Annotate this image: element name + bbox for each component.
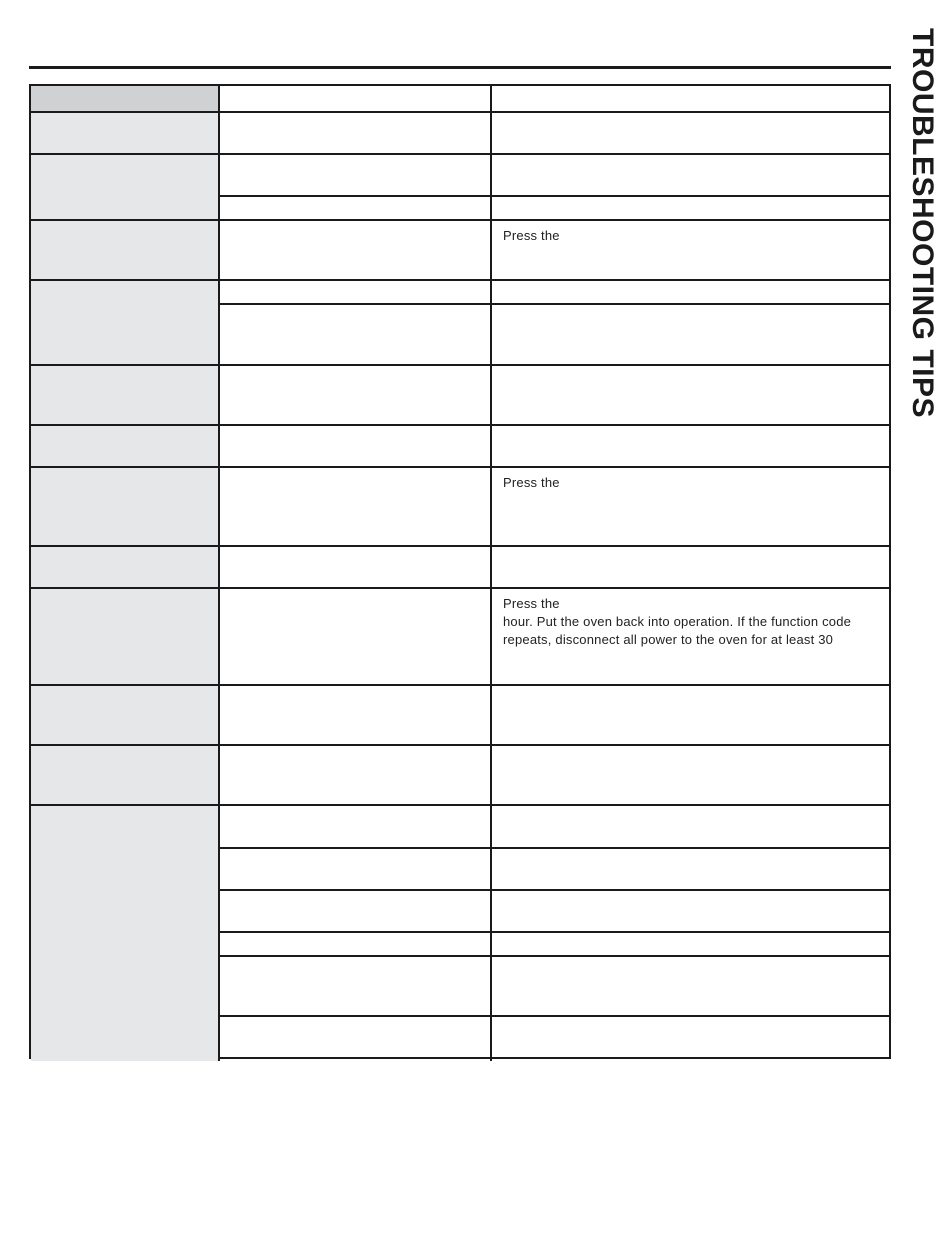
cause-cell [220,281,492,305]
problem-cell [31,281,220,366]
correction-cell [492,891,891,933]
cause-cell [220,86,492,113]
top-rule [29,66,891,69]
problem-cell [31,221,220,281]
cause-cell [220,155,492,197]
correction-cell [492,305,891,366]
cause-cell [220,547,492,589]
problem-cell [31,426,220,468]
correction-cell [492,686,891,746]
cause-cell [220,686,492,746]
correction-cell [492,933,891,957]
problem-cell [31,113,220,155]
correction-cell [492,113,891,155]
problem-cell [31,155,220,221]
cause-cell [220,468,492,547]
cause-cell [220,366,492,426]
correction-cell [492,197,891,221]
correction-cell [492,281,891,305]
cause-cell [220,589,492,686]
correction-text: Press the [503,475,560,490]
correction-text: Press the hour. Put the oven back into operation. If the function code repeats, disconnect all power to the oven for at least 30 [503,596,852,647]
troubleshooting-table [29,84,891,1059]
problem-cell [31,746,220,806]
cause-cell [220,221,492,281]
problem-cell [31,468,220,547]
cause-cell [220,891,492,933]
correction-cell [492,426,891,468]
cause-cell [220,849,492,891]
cause-cell [220,197,492,221]
header-problem-cell [31,86,220,113]
cause-cell [220,806,492,849]
correction-cell [492,547,891,589]
correction-cell [492,957,891,1017]
correction-cell [492,849,891,891]
problem-cell [31,366,220,426]
correction-cell [492,366,891,426]
problem-cell [31,589,220,686]
cause-cell [220,305,492,366]
cause-cell [220,957,492,1017]
cause-cell [220,426,492,468]
correction-cell [492,746,891,806]
correction-cell [492,1017,891,1061]
correction-cell [492,589,891,686]
correction-cell [492,155,891,197]
correction-text: Press the [503,228,560,243]
cause-cell [220,1017,492,1061]
correction-cell [492,468,891,547]
problem-cell [31,806,220,1061]
problem-cell [31,686,220,746]
cause-cell [220,746,492,806]
correction-cell [492,86,891,113]
correction-cell [492,221,891,281]
cause-cell [220,113,492,155]
problem-cell [31,547,220,589]
correction-cell [492,806,891,849]
side-title: TROUBLESHOOTING TIPS [906,28,939,419]
cause-cell [220,933,492,957]
